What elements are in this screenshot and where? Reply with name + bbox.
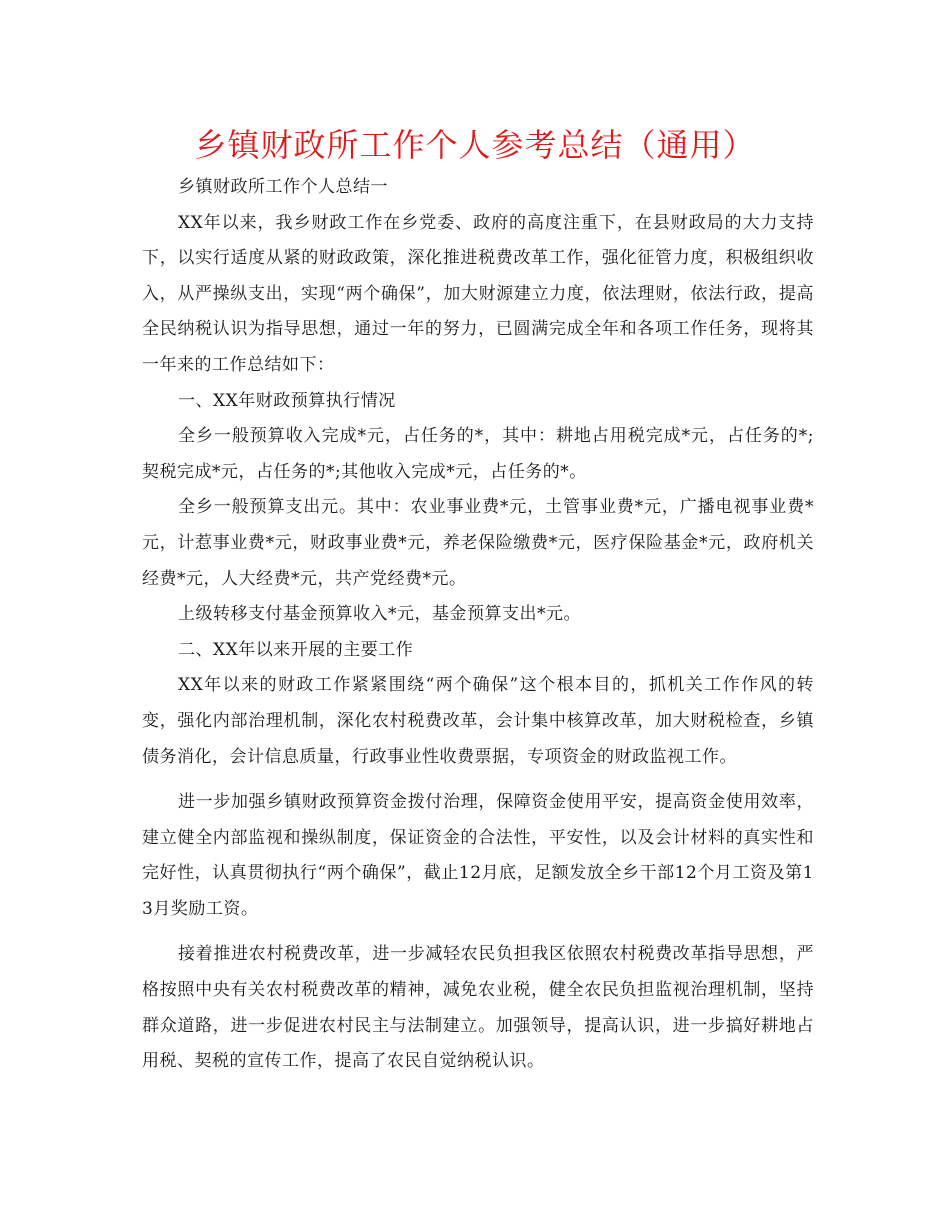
paragraph-main-work: XX年以来的财政工作紧紧围绕“两个确保”这个根本目的，抓机关工作作风的转变，强化内部治理机制，深化农村税费改革，会计集中核算改革，加大财税检查，乡镇债务消化，会计信息质量，行政事业性收费票据，专项资金的财政监视工作。	[142, 675, 814, 767]
section-heading-budget-execution: 一、XX年财政预算执行情况	[178, 390, 396, 411]
section-heading-main-work: 二、XX年以来开展的主要工作	[178, 639, 414, 660]
paragraph-budget-expenditure: 全乡一般预算支出元。其中：农业事业费*元，土管事业费*元，广播电视事业费*元，计惹事业费*元，财政事业费*元，养老保险缴费*元，医疗保险基金*元，政府机关经费*元，人大经费*元，共产党经费*元。	[142, 497, 814, 589]
paragraph-intro: XX年以来，我乡财政工作在乡党委、政府的高度注重下，在县财政局的大力支持下，以实行适度从紧的财政政策，深化推进税费改革工作，强化征管力度，积极组织收入，从严操纵支出，实现“两个确保”，加大财源建立力度，依法理财，依法行政，提高全民纳税认识为指导思想，通过一年的努力，已圆满完成全年和各项工作任务，现将其一年来的工作总结如下：	[142, 212, 814, 375]
document-title: 乡镇财政所工作个人参考总结（通用）	[194, 126, 756, 164]
paragraph-fund-management: 进一步加强乡镇财政预算资金拨付治理，保障资金使用平安，提高资金使用效率，建立健全内部监视和操纵制度，保证资金的合法性，平安性，以及会计材料的真实性和完好性，认真贯彻执行“两个确保”，截止12月底，足额发放全乡干部12个月工资及第13月奖励工资。	[142, 792, 814, 919]
paragraph-budget-income: 全乡一般预算收入完成*元，占任务的*，其中：耕地占用税完成*元，占任务的*;契税完成*元，占任务的*;其他收入完成*元，占任务的*。	[142, 426, 814, 482]
paragraph-transfer-fund: 上级转移支付基金预算收入*元，基金预算支出*元。	[178, 604, 581, 625]
document-body	[142, 170, 814, 1080]
paragraph-summary-heading: 乡镇财政所工作个人总结一	[178, 177, 388, 197]
paragraph-tax-reform: 接着推进农村税费改革，进一步减轻农民负担我区依照农村税费改革指导思想，严格按照中央有关农村税费改革的精神，减免农业税，健全农民负担监视治理机制，坚持群众道路，进一步促进农村民主与法制建立。加强领导，提高认识，进一步搞好耕地占用税、契税的宣传工作，提高了农民自觉纳税认识。	[142, 944, 814, 1072]
